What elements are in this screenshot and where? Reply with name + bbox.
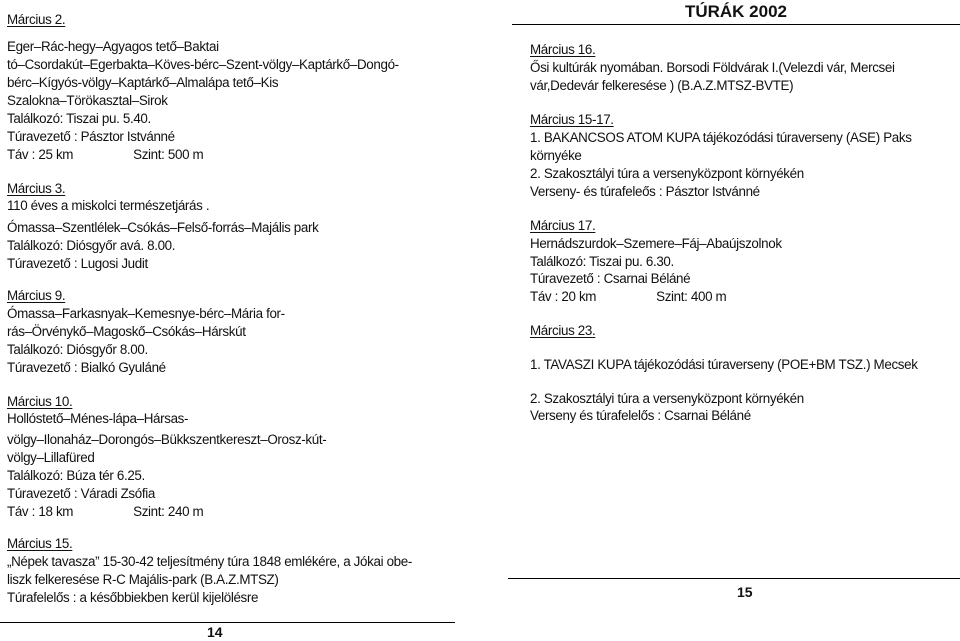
text-line <box>530 390 804 408</box>
text-line <box>530 147 582 165</box>
line-text: Március 15. <box>7 536 73 551</box>
line-text: völgy–Ilonaház–Dorongós–Bükkszentkereszt–Orosz-kút- <box>7 432 327 447</box>
date-heading <box>530 217 595 235</box>
right-footer-rule <box>508 578 960 579</box>
text-line <box>7 410 188 428</box>
line-text: Ómassa–Farkasnyak–Kemesnye-bérc–Mária for- <box>7 306 285 321</box>
line-text: Március 16. <box>530 42 596 57</box>
line-text: 2. Szakosztályi túra a versenyközpont környékén <box>530 391 804 406</box>
text-line <box>530 356 918 374</box>
line-text: Hernádszurdok–Szemere–Fáj–Abaújszolnok <box>530 236 782 251</box>
text-line <box>530 407 751 425</box>
line-text: vár,Dedevár felkeresése ) (B.A.Z.MTSZ-BVTE) <box>530 78 794 93</box>
line-text: környéke <box>530 148 582 163</box>
elevation-text: Szint: 400 m <box>656 289 727 304</box>
line-text: Hollóstető–Ménes-lápa–Hársas- <box>7 411 189 426</box>
text-line <box>7 110 151 128</box>
text-line <box>7 449 94 467</box>
line-text: Találkozó: Tiszai pu. 6.30. <box>530 254 674 269</box>
line-text: Március 23. <box>530 323 596 338</box>
line-text: Szalokna–Törökasztal–Sirok <box>7 93 168 108</box>
line-text: Március 2. <box>7 12 66 27</box>
text-line <box>530 77 793 95</box>
text-line <box>7 305 285 323</box>
line-text: rás–Örvénykő–Magoskő–Csókás–Hárskút <box>7 324 246 339</box>
line-text: Túravezető : Bialkó Gyuláné <box>7 360 166 375</box>
text-line <box>7 197 209 215</box>
text-line <box>7 128 175 146</box>
line-text: liszk felkeresése R-C Majális-park (B.A.Z.MTSZ) <box>7 572 279 587</box>
text-line <box>7 323 246 341</box>
date-heading <box>530 322 595 340</box>
text-line <box>530 288 726 306</box>
line-text: Verseny és túrafelelős : Csarnai Béláné <box>530 408 751 423</box>
text-line <box>7 485 155 503</box>
line-text: Túravezető : Pásztor Istvánné <box>7 129 175 144</box>
text-line <box>7 571 279 589</box>
text-line <box>7 467 145 485</box>
line-text: Ómassa–Szentlélek–Csókás–Felső-forrás–Majális park <box>7 220 319 235</box>
text-line <box>7 255 148 273</box>
date-heading <box>7 535 72 553</box>
line-text: Március 10. <box>7 394 73 409</box>
line-text: Találkozó: Diósgyőr 8.00. <box>7 342 148 357</box>
line-text: Táv : 18 km <box>7 504 74 519</box>
line-text: bérc–Kígyós-völgy–Kaptárkő–Almalápa tető–Kis <box>7 75 279 90</box>
line-text: tó–Csordakút–Egerbakta–Köves-bérc–Szent-völgy–Kaptárkő–Dongó- <box>7 57 399 72</box>
line-text: Túrafelelős : a későbbiekben kerül kijelölésre <box>7 590 259 605</box>
line-text: Találkozó: Diósgyőr avá. 8.00. <box>7 238 176 253</box>
text-line <box>530 253 674 271</box>
text-line <box>7 431 326 449</box>
text-line <box>7 589 258 607</box>
text-line <box>7 359 166 377</box>
elevation-text: Szint: 500 m <box>133 147 204 162</box>
text-line <box>530 129 912 147</box>
text-line <box>7 56 399 74</box>
line-text: Március 9. <box>7 288 66 303</box>
date-heading <box>530 41 595 59</box>
line-text: „Népek tavasza” 15-30-42 teljesítmény túra 1848 emlékére, a Jókai obe- <box>7 554 412 569</box>
text-line <box>530 165 804 183</box>
line-text: 2. Szakosztályi túra a versenyközpont környékén <box>530 166 804 181</box>
header-title: TÚRÁK 2002 <box>684 2 788 21</box>
line-text: 1. BAKANCSOS ATOM KUPA tájékozódási túraverseny (ASE) Paks <box>530 130 912 145</box>
text-line <box>7 146 203 164</box>
left-page-number: 14 <box>207 624 223 640</box>
line-text: Táv : 25 km <box>7 147 74 162</box>
date-heading <box>530 111 614 129</box>
text-line <box>7 38 219 56</box>
line-text: Március 15-17. <box>530 112 614 127</box>
text-line <box>7 92 168 110</box>
line-text: Táv : 20 km <box>530 289 597 304</box>
line-text: 1. TAVASZI KUPA tájékozódási túraverseny (POE+BM TSZ.) Mecsek <box>530 357 918 372</box>
line-text: Verseny- és túrafeleős : Pásztor Istvánné <box>530 184 760 199</box>
text-line <box>7 237 175 255</box>
text-line <box>530 235 782 253</box>
text-line <box>7 219 318 237</box>
date-heading <box>7 287 65 305</box>
line-text: 110 éves a miskolci természetjárás . <box>7 198 210 213</box>
date-heading <box>7 180 65 198</box>
left-footer-rule <box>0 622 455 623</box>
line-text: Túravezető : Váradi Zsófia <box>7 486 155 501</box>
line-text: Találkozó: Tiszai pu. 5.40. <box>7 111 151 126</box>
text-line <box>7 503 203 521</box>
line-text: Túravezető : Lugosi Judit <box>7 256 148 271</box>
text-line <box>530 59 895 77</box>
right-page-number: 15 <box>737 584 753 600</box>
text-line <box>7 553 412 571</box>
line-text: völgy–Lillafüred <box>7 450 95 465</box>
elevation-text: Szint: 240 m <box>133 504 204 519</box>
line-text: Túravezető : Csarnai Béláné <box>530 271 691 286</box>
text-line <box>530 270 690 288</box>
date-heading <box>7 11 65 29</box>
line-text: Ősi kultúrák nyomában. Borsodi Földvárak I.(Velezdi vár, Mercsei <box>530 60 895 75</box>
line-text: Találkozó: Búza tér 6.25. <box>7 468 145 483</box>
page-header <box>512 0 960 25</box>
line-text: Március 3. <box>7 181 66 196</box>
line-text: Eger–Rác-hegy–Agyagos tető–Baktai <box>7 39 219 54</box>
line-text: Március 17. <box>530 218 596 233</box>
date-heading <box>7 393 72 411</box>
text-line <box>7 74 278 92</box>
text-line <box>7 341 148 359</box>
text-line <box>530 183 760 201</box>
